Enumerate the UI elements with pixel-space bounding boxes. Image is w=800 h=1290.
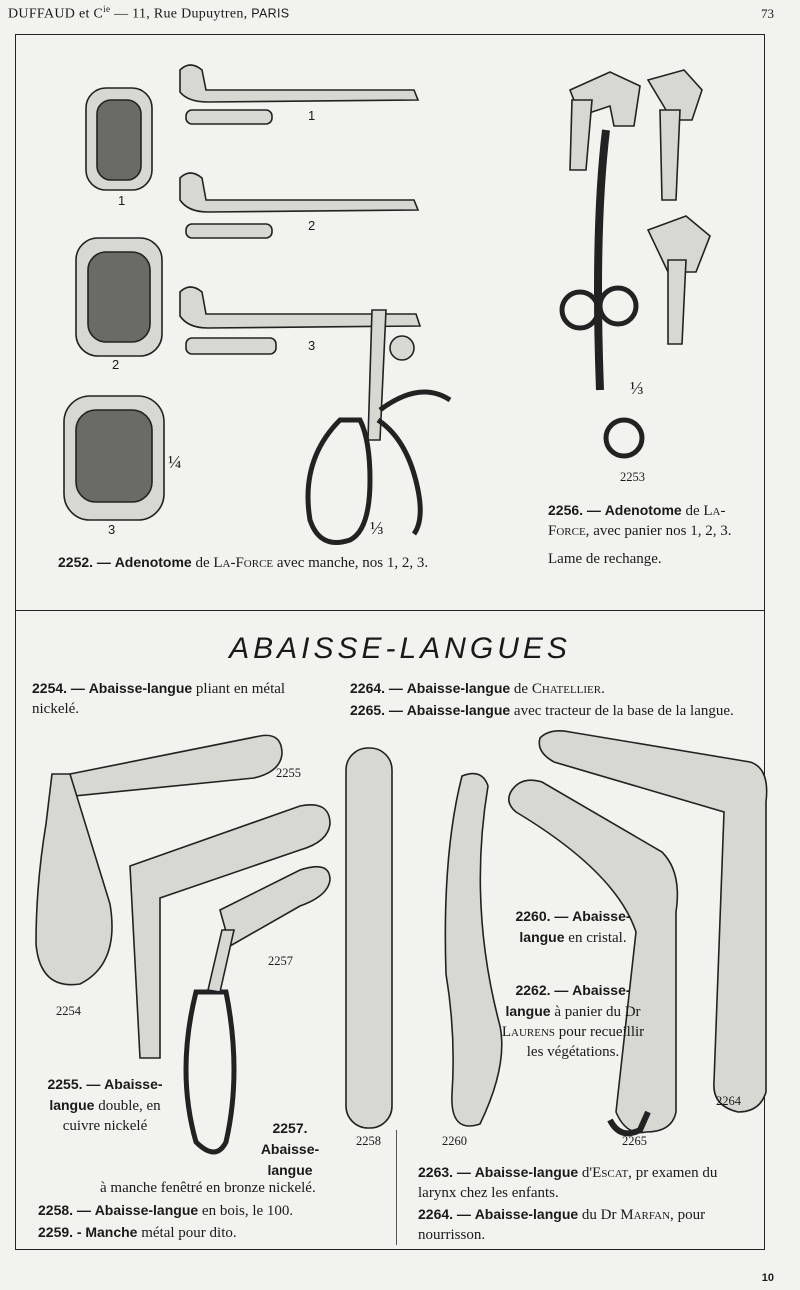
- item-name: Abaisse-langue: [406, 702, 511, 718]
- item-number: 2264. —: [350, 680, 403, 696]
- figure-label: 1: [308, 108, 316, 123]
- entry-2263: [418, 1162, 758, 1203]
- item-number: 2252. —: [58, 554, 111, 570]
- figure-number: 2254: [56, 1004, 81, 1018]
- footer-number: 10: [761, 1272, 774, 1284]
- item-author: Laurens: [501, 1024, 556, 1040]
- scale-label: ¼: [168, 452, 182, 472]
- item-text: métal pour dito.: [141, 1225, 237, 1241]
- item-text: en cristal.: [568, 930, 627, 946]
- scale-label: ⅓: [630, 378, 644, 398]
- fenestrated-handle-2257: [186, 867, 330, 1152]
- item-name: Adenotome: [114, 554, 192, 570]
- entry-2264: [350, 678, 750, 699]
- header-company: DUFFAUD et C: [8, 6, 104, 22]
- entry-2265: [350, 700, 760, 721]
- adenotome-blade-1: [180, 65, 418, 124]
- item-number: 2258. —: [38, 1202, 91, 1218]
- item-author: La-Force: [213, 555, 274, 571]
- item-number: 2256. —: [548, 502, 601, 518]
- item-author: La-Force,: [548, 503, 726, 539]
- item-text: de: [195, 555, 210, 571]
- entry-2259: [38, 1222, 378, 1243]
- wooden-depressor-2258: [346, 748, 392, 1128]
- item-author: Marfan,: [620, 1207, 674, 1223]
- figure-label: 3: [108, 522, 116, 537]
- header-company-sup: ie: [103, 4, 111, 14]
- item-text: avec manche, nos 1, 2, 3.: [276, 555, 429, 571]
- header-city: PARIS: [251, 6, 290, 21]
- item-number: 2262. —: [515, 982, 569, 998]
- item-text: de: [513, 681, 529, 697]
- entry-2262: [498, 980, 648, 1062]
- basket-illustration-2: [76, 238, 162, 356]
- item-name: Abaisse-langue: [474, 1206, 579, 1222]
- figure-number: 2265: [622, 1134, 647, 1148]
- item-name: Abaisse-langue: [94, 1202, 199, 1218]
- section-title: ABAISSE-LANGUES: [229, 632, 571, 665]
- item-name: Abaisse-langue: [406, 680, 511, 696]
- entry-2254: [32, 678, 322, 719]
- item-number: 2259. -: [38, 1224, 82, 1240]
- item-number: 2257.: [272, 1120, 308, 1136]
- figure-number: 2264: [716, 1094, 741, 1108]
- entry-2258: [38, 1200, 378, 1221]
- item-name: Abaisse-langue: [474, 1164, 579, 1180]
- figure-label: 1: [118, 193, 126, 208]
- item-name: Abaisse-langue: [88, 680, 193, 696]
- item-name: Abaisse-langue: [519, 908, 631, 945]
- item-text: avec tracteur de la base de la langue.: [513, 703, 734, 719]
- item-text: avec panier nos 1, 2, 3.: [593, 523, 732, 539]
- entry-2264b: [418, 1204, 758, 1245]
- scale-label: ⅓: [370, 518, 384, 538]
- item-number: 2265. —: [350, 702, 403, 718]
- basket-illustration-1: [86, 88, 152, 190]
- item-number: 2264. —: [418, 1206, 471, 1222]
- figure-number: 2257: [268, 954, 293, 968]
- item-author: Chatellier.: [531, 681, 605, 697]
- item-text: de: [685, 503, 700, 519]
- page-number: 73: [761, 6, 774, 21]
- figure-label: 2: [308, 218, 316, 233]
- adenotome-with-handle: [180, 287, 450, 543]
- item-name: Manche: [85, 1224, 138, 1240]
- item-text: du Dr: [581, 1207, 617, 1223]
- figure-number: 2258: [356, 1134, 381, 1148]
- entry-2260: [498, 906, 648, 948]
- item-text: d': [581, 1165, 593, 1181]
- item-text: à panier du Dr: [554, 1004, 641, 1020]
- item-note: Lame de rechange.: [548, 551, 662, 567]
- header-address: — 11, Rue Dupuytren,: [114, 6, 248, 22]
- item-number: 2263. —: [418, 1164, 471, 1180]
- item-author: Escat,: [592, 1165, 632, 1181]
- item-text: pliant en métal nickelé.: [32, 681, 286, 717]
- item-name: Abaisse-langue: [505, 982, 631, 1019]
- caption-2256: [548, 500, 748, 569]
- item-number: 2255. —: [47, 1076, 101, 1092]
- entry-2255: [40, 1074, 170, 1136]
- item-text: pour recueillir les végétations.: [526, 1024, 645, 1060]
- basket-illustration-3: [64, 396, 164, 520]
- figure-number: 2260: [442, 1134, 467, 1148]
- crystal-depressor-2260: [445, 774, 501, 1126]
- item-name: Abaisse-langue: [260, 1141, 320, 1178]
- entry-2257: [250, 1118, 330, 1181]
- item-text: pr examen du larynx chez les enfants.: [418, 1165, 718, 1201]
- figure-label: 3: [308, 338, 316, 353]
- figure-number: 2253: [620, 470, 645, 484]
- depressor-with-tractor-2265: [509, 780, 678, 1133]
- item-text: en bois, le 100.: [201, 1203, 294, 1219]
- item-text: double, en cuivre nickelé: [62, 1098, 161, 1134]
- figure-number: 2255: [276, 766, 301, 780]
- item-name: Adenotome: [604, 502, 682, 518]
- adenotome-blade-2: [180, 173, 418, 238]
- item-name: Abaisse-langue: [49, 1076, 163, 1113]
- entry-2257-text: à manche fenêtré en bronze nickelé.: [100, 1180, 316, 1196]
- caption-2252: [58, 552, 458, 573]
- item-number: 2260. —: [515, 908, 569, 924]
- item-text: pour nourrisson.: [418, 1207, 706, 1243]
- item-number: 2254. —: [32, 680, 85, 696]
- figure-label: 2: [112, 357, 120, 372]
